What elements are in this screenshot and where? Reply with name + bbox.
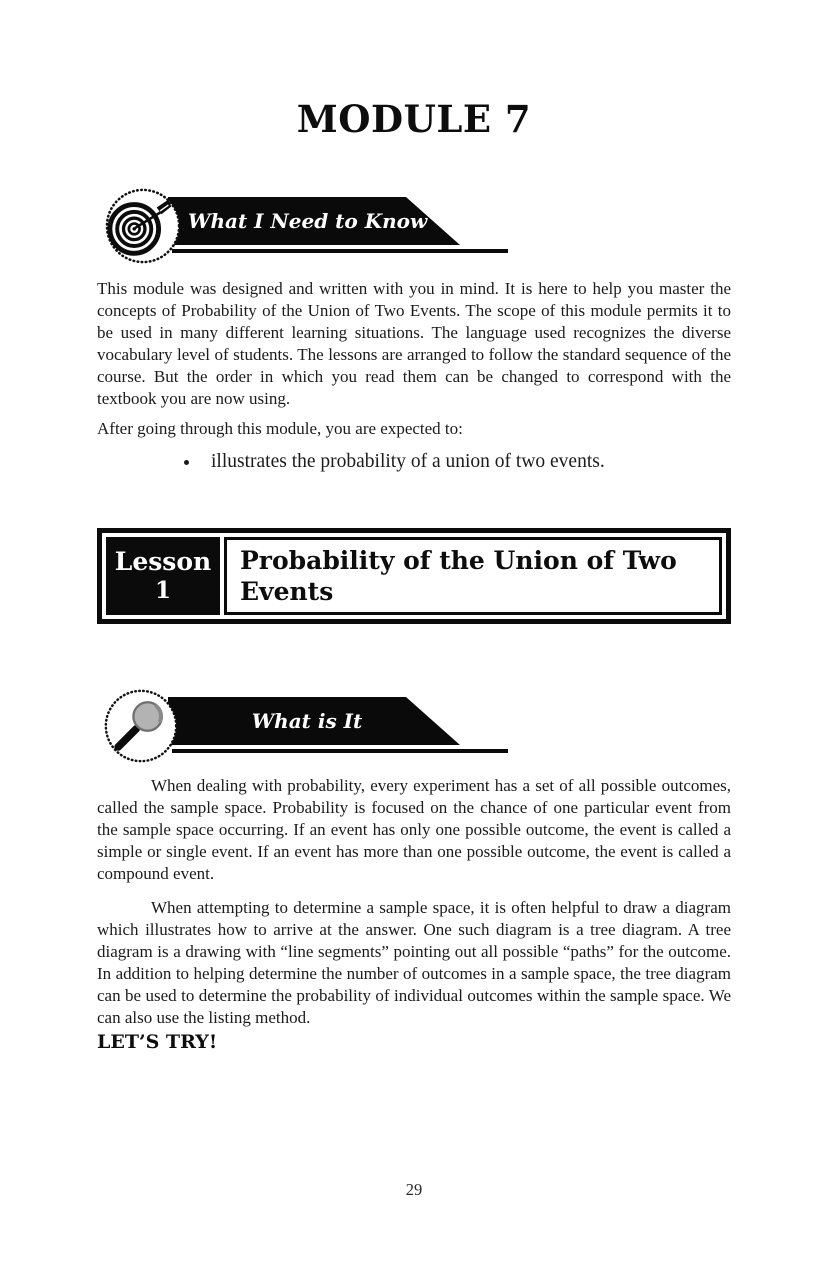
banner-underline (172, 249, 508, 253)
lesson-label: Lesson (114, 547, 212, 576)
lesson-number-cell (106, 537, 220, 615)
magnifying-glass-icon (103, 688, 179, 764)
section-header-what-is-it (0, 685, 828, 765)
section-banner-label: What is It (251, 709, 363, 733)
target-dart-icon (104, 187, 182, 265)
section-header-what-i-need-to-know (0, 185, 828, 265)
intro-paragraph: This module was designed and written with you in mind. It is here to help you master the concepts of Probability of the Union of Two Events. The scope of this module permits it to be used in many different learning situations. The language used recognizes the diverse vocabulary level of students. The lessons are arranged to follow the standard sequence of the course. But the order in which you read them can be changed to correspond with the textbook you are now using. (97, 279, 731, 408)
document-page (0, 99, 828, 1270)
what-is-it-paragraph-2: When attempting to determine a sample space, it is often helpful to draw a diagram which illustrates how to arrive at the answer. One such diagram is a tree diagram. A tree diagram is a drawing with “line segments” pointing out all possible “paths” for the outcome. In addition to helping determine the number of outcomes in a sample space, the tree diagram can be used to determine the probability of individual outcomes within the sample space. We can also use the listing method. (97, 898, 731, 1027)
page-title: MODULE 7 (296, 97, 532, 141)
lesson-title: Probability of the Union of Two Events (224, 537, 722, 615)
lesson-number: 1 (154, 577, 171, 604)
lesson-header-box (97, 528, 731, 624)
banner-underline (172, 749, 508, 753)
what-is-it-paragraph-1: When dealing with probability, every experiment has a set of all possible outcomes, called the sample space. Probability is focused on the chance of one particular event from the sample space occurring. If an event has only one possible outcome, the event is called a simple or single event. If an event has more than one possible outcome, the event is called a compound event. (97, 776, 731, 883)
page-number: 29 (405, 1180, 423, 1199)
objective-item: • illustrates the probability of a union of two events. (201, 449, 731, 475)
lets-try-heading: LET’S TRY! (97, 1031, 218, 1053)
objectives-lead-in: After going through this module, you are expected to: (97, 419, 463, 438)
objectives-list (97, 449, 731, 475)
section-banner-label: What I Need to Know (188, 209, 428, 233)
